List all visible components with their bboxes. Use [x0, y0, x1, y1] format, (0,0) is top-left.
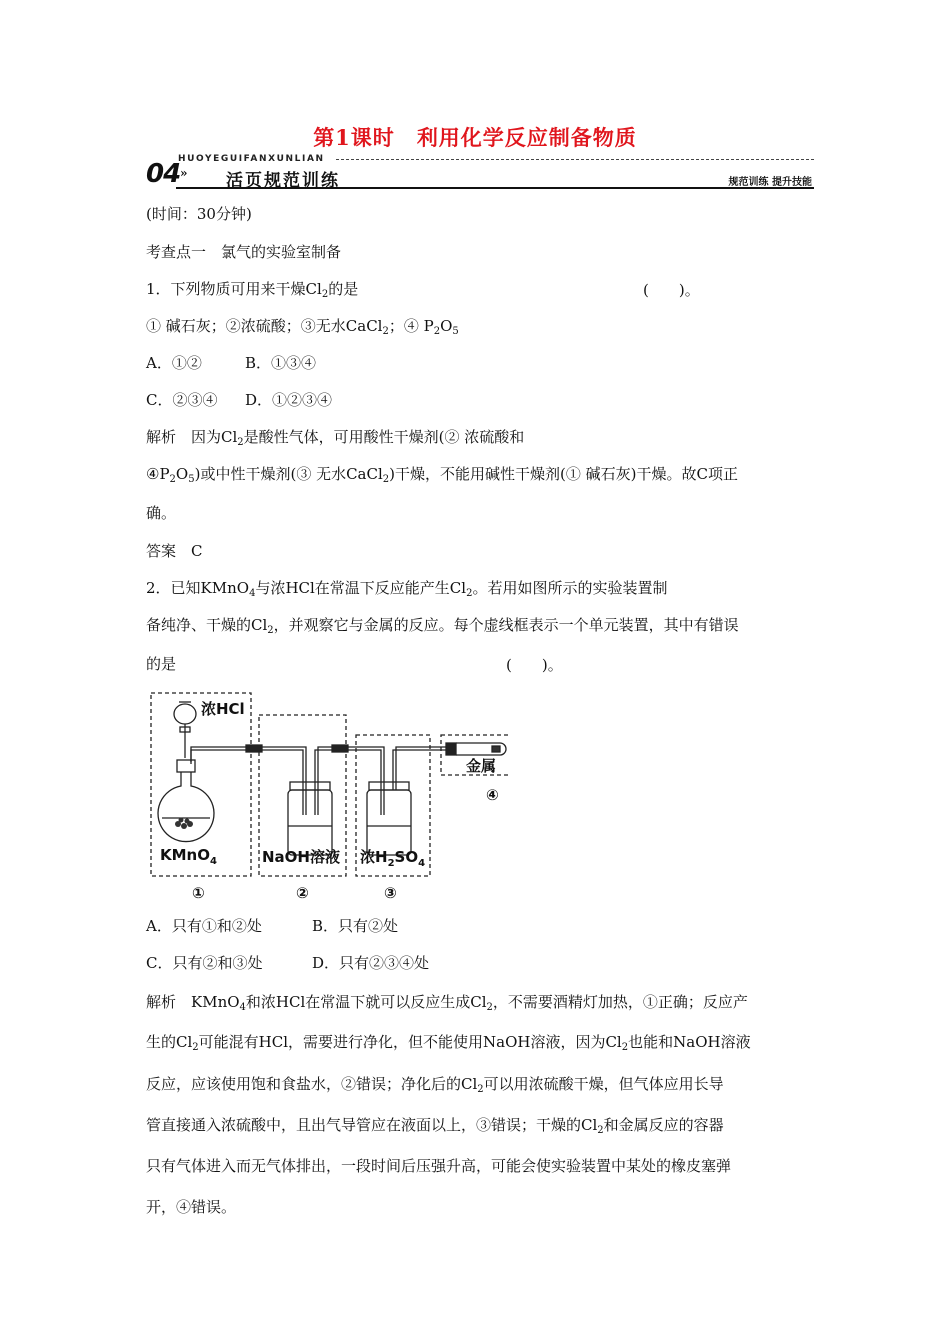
- q2-explanation-line4: 管直接通入浓硫酸中，且出气导管应在液面以上，③错误；干燥的$Cl_2$和金属反应的容器: [146, 1116, 724, 1136]
- q2-stem-line1: 2．已知KMnO$_4$与浓HCl在常温下反应能产生$Cl_2$。若用如图所示的实验装置制: [146, 579, 668, 599]
- label-kmno4: KMnO$_4$: [160, 846, 217, 867]
- q2-stem-line3: 的是: [146, 655, 177, 673]
- q2-option-c: C．只有②和③处: [146, 954, 263, 972]
- label-naoh: NaOH溶液: [262, 848, 340, 866]
- q2-explanation-line2: 生的$Cl_2$可能混有HCl，需要进行净化，但不能使用NaOH溶液，因为$Cl_2$也能和NaOH溶液: [146, 1033, 751, 1053]
- connector-2: [332, 745, 348, 752]
- q1-stem: 1．下列物质可用来干燥$Cl_2$的是: [146, 280, 359, 300]
- label-metal: 金属: [466, 757, 497, 775]
- page-title: [0, 122, 950, 152]
- kmno4-solid: [175, 818, 193, 830]
- q1-answer: 答案 C: [146, 542, 203, 560]
- q1-option-c: C．②③④: [146, 391, 218, 409]
- wash-bottle-1-icon: [288, 782, 332, 855]
- connector-1: [246, 745, 262, 752]
- label-conc-hcl: 浓HCl: [201, 700, 245, 718]
- banner-rule: [176, 187, 814, 189]
- q1-explanation-line1: 解析 因为$Cl_2$是酸性气体，可用酸性干燥剂(② 浓硫酸和: [146, 428, 525, 448]
- time-note: (时间：30分钟): [146, 205, 252, 223]
- q2-explanation-line5: 只有气体进入而无气体排出，一段时间后压强升高，可能会使实验装置中某处的橡皮塞弹: [146, 1157, 732, 1175]
- unit-number-4: ④: [486, 786, 499, 804]
- q1-option-a: A．①②: [146, 354, 202, 372]
- banner-slogan: 规范训练 提升技能: [728, 177, 812, 188]
- q2-explanation-line3: 反应，应该使用饱和食盐水，②错误；净化后的$Cl_2$可以用浓硫酸干燥，但气体应用长导: [146, 1075, 724, 1095]
- q1-option-b: B．①③④: [245, 354, 317, 372]
- q2-stem-line2: 备纯净、干燥的$Cl_2$，并观察它与金属的反应。每个虚线框表示一个单元装置，其中有错误: [146, 616, 739, 636]
- double-arrow-icon: »: [180, 166, 188, 180]
- q1-answer-blank: ( )。: [643, 281, 700, 299]
- q1-option-d: D．①②③④: [245, 391, 333, 409]
- q2-explanation-line1: 解析 KMnO$_4$和浓HCl在常温下就可以反应生成$Cl_2$，不需要酒精灯加热，①正确；反应产: [146, 993, 748, 1013]
- unit-number-3: ③: [384, 884, 397, 902]
- reaction-tube-icon: [446, 743, 506, 755]
- q2-explanation-line6: 开，④错误。: [146, 1198, 237, 1216]
- section-banner: [146, 154, 814, 194]
- banner-number: 04: [146, 159, 181, 189]
- round-flask-icon: [158, 760, 214, 842]
- q2-option-b: B．只有②处: [312, 917, 399, 935]
- label-h2so4: 浓$H_2SO_4$: [360, 848, 426, 869]
- unit-number-2: ②: [296, 884, 309, 902]
- apparatus-figure: [148, 690, 508, 905]
- banner-dashed-rule: [336, 159, 814, 160]
- unit-number-1: ①: [192, 884, 205, 902]
- q2-option-d: D．只有②③④处: [312, 954, 430, 972]
- q1-explanation-line2: $④P_2O_5$)或中性干燥剂(③ 无水CaCl$_2$)干燥，不能用碱性干燥剂(① 碱石灰)干燥。故C项正: [146, 465, 738, 485]
- title-lesson: 第1课时: [313, 125, 395, 150]
- wash-bottle-2-icon: [367, 782, 411, 855]
- q2-answer-blank: ( )。: [506, 656, 563, 674]
- q1-items: ① 碱石灰；②浓硫酸；③无水CaCl$_2$；④ $P_2O_5$: [146, 317, 459, 337]
- q1-explanation-line3: 确。: [146, 504, 177, 522]
- banner-heading: 活页规范训练: [226, 171, 340, 191]
- banner-pinyin: HUOYEGUIFANXUNLIAN: [178, 154, 325, 164]
- section-heading: 考查点一 氯气的实验室制备: [146, 243, 342, 261]
- title-topic: 利用化学反应制备物质: [416, 125, 637, 150]
- q2-option-a: A．只有①和②处: [146, 917, 262, 935]
